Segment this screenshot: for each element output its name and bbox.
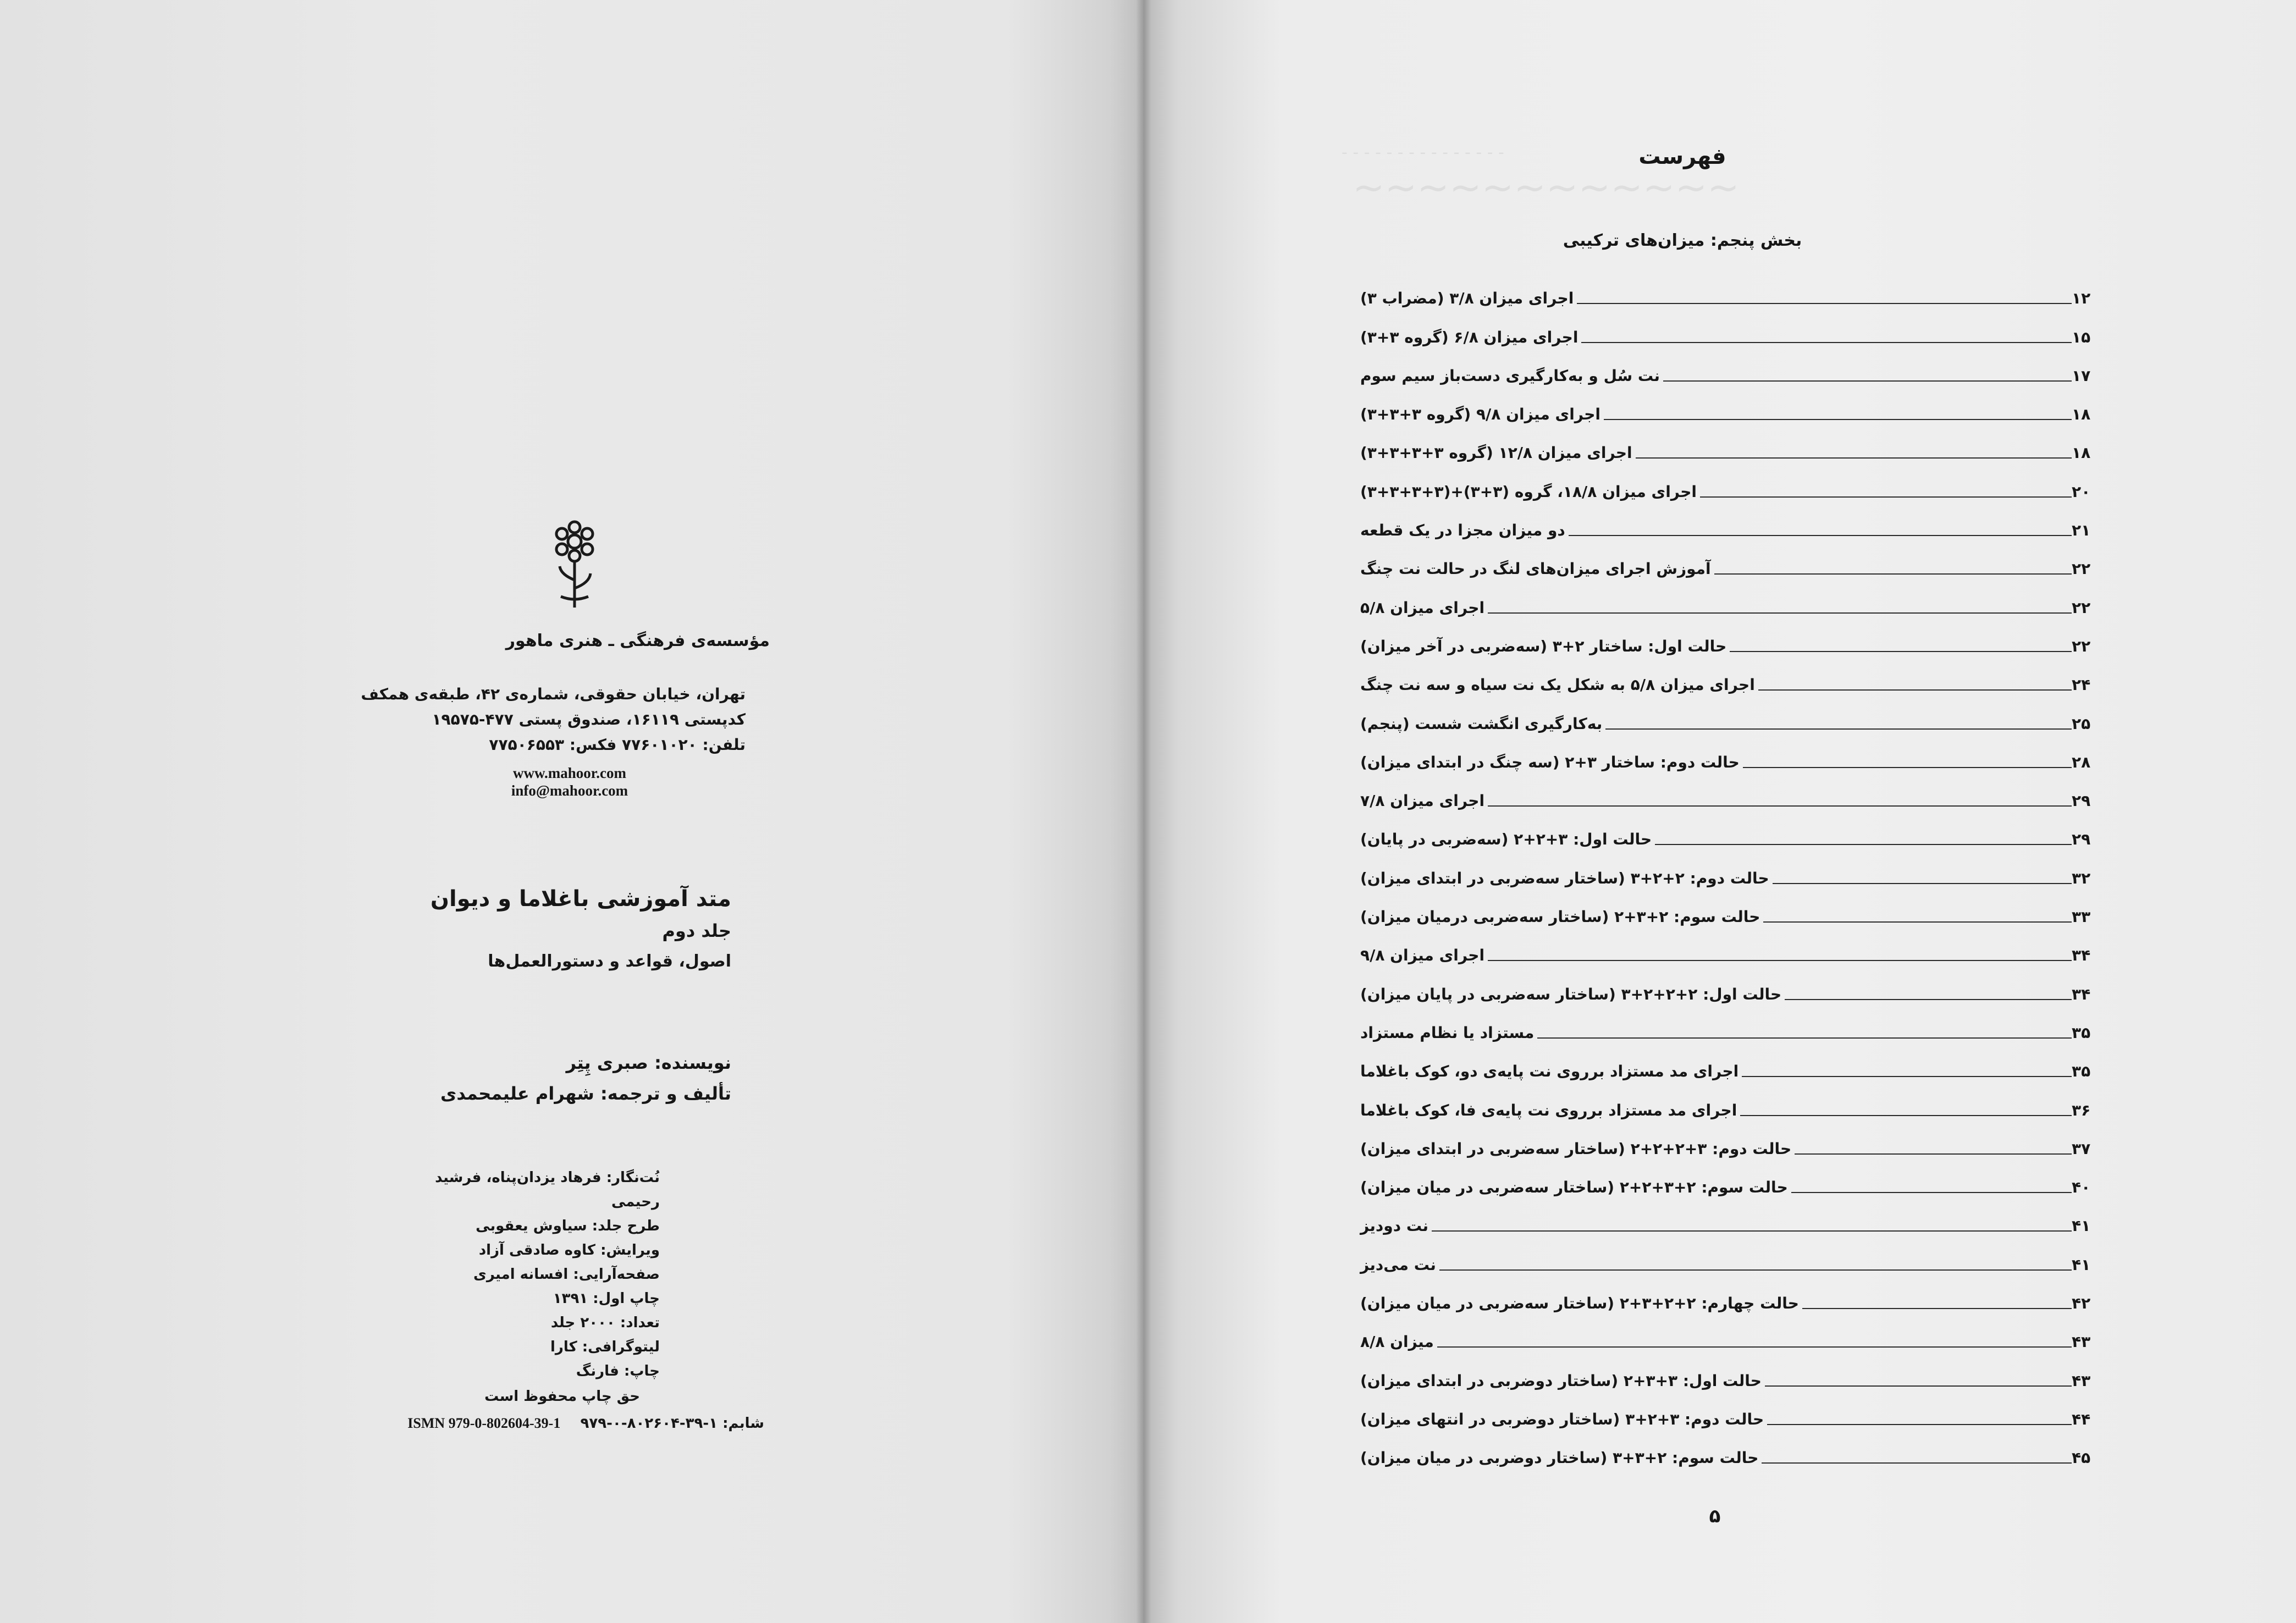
toc-leader-line (1791, 1192, 2072, 1193)
toc-leader-line (1802, 1308, 2072, 1309)
toc-entry-label: مستزاد یا نظام مستزاد (1360, 1023, 1535, 1042)
toc-entry-page: ۳۷ (2072, 1139, 2091, 1158)
toc-entry-label: حالت سوم: ۲+۳+۲+۲ (ساختار سه‌ضربی در میان میزان) (1360, 1178, 1788, 1197)
staff-line: نُت‌نگار: فرهاد یزدان‌پناه، فرشید رحیمی (435, 1169, 660, 1210)
publisher-name: مؤسسه‌ی فرهنگی ـ هنری ماهور (505, 631, 770, 650)
address-line: تلفن: ۷۷۶۰۱۰۲۰ فکس: ۷۷۵۰۶۵۵۳ (489, 736, 746, 754)
book-title-block (352, 882, 731, 977)
toc-entry[interactable] (1358, 1433, 2100, 1471)
toc-entry[interactable] (1358, 776, 2100, 814)
toc-entry[interactable] (1358, 698, 2100, 737)
toc-entry-label: حالت اول: ۳+۳+۲ (ساختار دوضربی در ابتدای میزان) (1360, 1371, 1762, 1390)
toc-entry[interactable] (1358, 273, 2100, 312)
toc-entry[interactable] (1358, 969, 2100, 1007)
toc-entry-label: اجرای میزان ۳/۸ (مضراب ۳) (1360, 289, 1574, 308)
toc-entry[interactable] (1358, 892, 2100, 930)
toc-entry-page: ۱۸ (2072, 405, 2091, 424)
toc-entry[interactable] (1358, 1394, 2100, 1433)
toc-entry-page: ۴۲ (2072, 1294, 2091, 1313)
toc-leader-line (1537, 1037, 2072, 1039)
bleed-through-text: - - - - - - - - - - - - - - - (1342, 143, 1504, 162)
toc-entry[interactable] (1358, 544, 2100, 582)
toc-leader-line (1577, 303, 2072, 304)
toc-entry-label: اجرای میزان ۷/۸ (1360, 792, 1485, 810)
toc-leader-line (1758, 689, 2072, 691)
toc-entry-label: آموزش اجرای میزان‌های لنگ در حالت نت چنگ (1360, 560, 1711, 578)
book-volume: جلد دوم (662, 920, 731, 941)
toc-leader-line (1714, 573, 2072, 575)
toc-entry-page: ۳۳ (2072, 908, 2091, 926)
toc-leader-line (1767, 1424, 2072, 1425)
toc-entry[interactable] (1358, 582, 2100, 621)
staff-line: ویرایش: کاوه صادقی آزاد (478, 1242, 660, 1258)
toc-leader-line (1743, 767, 2072, 768)
toc-entry-label: نت می‌دیز (1360, 1255, 1436, 1274)
toc-entry-page: ۲۹ (2072, 792, 2091, 810)
toc-entry[interactable] (1358, 389, 2100, 428)
toc-entry-page: ۱۷ (2072, 366, 2091, 385)
book-credits (352, 1047, 731, 1109)
toc-leader-line (1762, 1462, 2072, 1464)
toc-entry-page: ۲۸ (2072, 753, 2091, 771)
toc-entry-page: ۴۴ (2072, 1410, 2091, 1428)
toc-entry-page: ۱۲ (2072, 289, 2091, 308)
toc-entry[interactable] (1358, 853, 2100, 891)
toc-entry-page: ۱۵ (2072, 328, 2091, 346)
toc-title: فهرست (1638, 144, 1726, 169)
toc-leader-line (1795, 1153, 2072, 1155)
toc-entry-label: اجرای میزان ۱۲/۸ (گروه ۳+۳+۳+۳) (1360, 444, 1632, 462)
production-staff (385, 1166, 660, 1383)
toc-entry-page: ۲۹ (2072, 830, 2091, 849)
staff-line: لیتوگرافی: کارا (550, 1339, 660, 1355)
toc-entry-page: ۲۴ (2072, 676, 2091, 694)
toc-entry[interactable] (1358, 1046, 2100, 1085)
toc-entry[interactable] (1358, 1124, 2100, 1162)
isbn-line (379, 1415, 764, 1432)
table-of-contents (1358, 273, 2100, 1471)
toc-leader-line (1437, 1346, 2072, 1348)
toc-entry-page: ۲۲ (2072, 560, 2091, 578)
toc-entry[interactable] (1358, 428, 2100, 466)
toc-entry-label: اجرای میزان ۹/۸ (گروه ۳+۳+۳) (1360, 405, 1600, 424)
toc-entry-page: ۳۴ (2072, 946, 2091, 965)
toc-entry-label: حالت سوم: ۲+۳+۳ (ساختار دوضربی در میان میزان) (1360, 1449, 1759, 1467)
ismn: ISMN 979-0-802604-39-1 (407, 1415, 561, 1431)
toc-leader-line (1488, 805, 2072, 807)
toc-entry[interactable] (1358, 1162, 2100, 1201)
toc-leader-line (1488, 612, 2072, 614)
mahoor-flower-logo-icon (550, 520, 599, 613)
toc-entry[interactable] (1358, 621, 2100, 660)
toc-leader-line (1439, 1269, 2072, 1271)
toc-entry-label: اجرای میزان ۹/۸ (1360, 946, 1485, 965)
toc-entry-label: به‌کارگیری انگشت شست (پنجم) (1360, 714, 1603, 733)
publisher-address (361, 682, 746, 758)
toc-entry[interactable] (1358, 1201, 2100, 1239)
toc-entry-page: ۴۰ (2072, 1178, 2091, 1197)
email-link[interactable]: info@mahoor.com (511, 782, 628, 799)
toc-entry[interactable] (1358, 737, 2100, 776)
toc-entry-page: ۳۶ (2072, 1101, 2091, 1119)
toc-entry-label: حالت اول: ۲+۲+۲+۳ (ساختار سه‌ضربی در پایان میزان) (1360, 985, 1782, 1003)
toc-entry-label: اجرای میزان ۱۸/۸، گروه (۳+۳)+(۳+۳+۳+۳) (1360, 482, 1697, 501)
toc-entry-page: ۴۱ (2072, 1255, 2091, 1274)
toc-entry-page: ۴۳ (2072, 1371, 2091, 1390)
toc-entry-page: ۴۳ (2072, 1333, 2091, 1351)
isbn-fa: شابم: ۱-۳۹-۸۰۲۶۰۴-۰-۹۷۹ (580, 1415, 764, 1432)
address-line: کدپستی ۱۶۱۱۹، صندوق پستی ۴۷۷-۱۹۵۷۵ (432, 710, 746, 728)
toc-entry-page: ۲۱ (2072, 521, 2091, 540)
book-title: متد آموزشی باغلاما و دیوان (430, 886, 731, 912)
toc-entry[interactable] (1358, 660, 2100, 698)
toc-leader-line (1763, 921, 2072, 923)
toc-entry[interactable] (1358, 312, 2100, 350)
author-credit: نویسنده: صبری پِتِر (566, 1052, 731, 1073)
toc-entry-page: ۲۰ (2072, 482, 2091, 501)
toc-entry-label: دو میزان مجزا در یک قطعه (1360, 521, 1565, 540)
toc-entry[interactable] (1358, 1008, 2100, 1046)
toc-leader-line (1432, 1230, 2072, 1232)
toc-entry[interactable] (1358, 1239, 2100, 1278)
copyright-notice: حق چاپ محفوظ است (484, 1388, 640, 1405)
toc-entry-page: ۳۵ (2072, 1023, 2091, 1042)
toc-entry-label: اجرای میزان ۶/۸ (گروه ۳+۳) (1360, 328, 1578, 346)
toc-leader-line (1730, 651, 2072, 652)
section-title: بخش پنجم: میزان‌های ترکیبی (1563, 231, 1802, 250)
toc-entry-page: ۲۲ (2072, 598, 2091, 617)
address-line: تهران، خیابان حقوقی، شماره‌ی ۴۲، طبقه‌ی همکف (361, 685, 746, 703)
toc-entry-label: اجرای مد مستزاد برروی نت پایه‌ی دو، کوک باغلاما (1360, 1062, 1739, 1081)
toc-leader-line (1569, 535, 2072, 536)
page-number: ۵ (1709, 1505, 1721, 1527)
toc-leader-line (1740, 1115, 2072, 1116)
toc-entry-label: نت دودیز (1360, 1217, 1428, 1235)
publisher-web (495, 764, 644, 799)
toc-entry[interactable] (1358, 505, 2100, 544)
toc-entry-label: حالت دوم: ۳+۲+۳ (ساختار دوضربی در انتهای میزان) (1360, 1410, 1764, 1428)
toc-entry-page: ۳۵ (2072, 1062, 2091, 1081)
toc-entry-label: اجرای میزان ۵/۸ به شکل یک نت سیاه و سه نت چنگ (1360, 676, 1755, 694)
toc-entry-page: ۴۱ (2072, 1217, 2091, 1235)
toc-leader-line (1785, 999, 2072, 1000)
toc-leader-line (1604, 419, 2072, 420)
bleed-through-text: ~~~~~~~~~~~~ (1353, 165, 1740, 210)
toc-leader-line (1605, 728, 2072, 730)
toc-entry[interactable] (1358, 930, 2100, 969)
toc-leader-line (1773, 883, 2072, 884)
staff-line: چاپ اول: ۱۳۹۱ (553, 1290, 660, 1307)
toc-entry-label: حالت دوم: ۳+۲+۲+۲ (ساختار سه‌ضربی در ابتدای میزان) (1360, 1139, 1792, 1158)
toc-leader-line (1655, 844, 2072, 845)
staff-line: صفحه‌آرایی: افسانه امیری (473, 1266, 660, 1283)
toc-entry-page: ۴۵ (2072, 1449, 2091, 1467)
toc-entry-label: حالت چهارم: ۲+۲+۳+۲ (ساختار سه‌ضربی در میان میزان) (1360, 1294, 1799, 1313)
toc-entry-label: حالت اول: ۳+۲+۲ (سه‌ضربی در پایان) (1360, 830, 1652, 849)
toc-entry-label: نت سُل و به‌کارگیری دست‌باز سیم سوم (1360, 366, 1660, 385)
toc-leader-line (1488, 960, 2072, 961)
toc-entry[interactable] (1358, 351, 2100, 389)
toc-entry-page: ۳۴ (2072, 985, 2091, 1003)
toc-entry[interactable] (1358, 1278, 2100, 1317)
toc-leader-line (1700, 496, 2072, 498)
staff-line: طرح جلد: سیاوش یعقوبی (476, 1218, 660, 1234)
toc-entry-label: حالت اول: ساختار ۲+۳ (سه‌ضربی در آخر میزان) (1360, 637, 1727, 655)
toc-leader-line (1636, 457, 2072, 459)
toc-entry[interactable] (1358, 466, 2100, 505)
toc-entry-label: حالت دوم: ساختار ۳+۲ (سه چنگ در ابتدای میزان) (1360, 753, 1740, 771)
toc-entry-label: اجرای مد مستزاد برروی نت پایه‌ی فا، کوک باغلاما (1360, 1101, 1737, 1119)
toc-entry[interactable] (1358, 1317, 2100, 1355)
toc-entry-label: حالت دوم: ۲+۲+۳ (ساختار سه‌ضربی در ابتدای میزان) (1360, 869, 1769, 887)
toc-leader-line (1663, 380, 2072, 382)
toc-leader-line (1581, 342, 2072, 343)
staff-line: تعداد: ۲۰۰۰ جلد (550, 1315, 660, 1331)
toc-entry-label: اجرای میزان ۵/۸ (1360, 598, 1485, 617)
toc-leader-line (1742, 1076, 2072, 1077)
website-link[interactable]: www.mahoor.com (513, 765, 626, 781)
toc-entry-label: حالت سوم: ۲+۳+۲ (ساختار سه‌ضربی درمیان میزان) (1360, 908, 1760, 926)
toc-entry-page: ۲۲ (2072, 637, 2091, 655)
translator-credit: تألیف و ترجمه: شهرام علیمحمدی (440, 1083, 731, 1104)
book-gutter (1136, 0, 1151, 1623)
staff-line: چاپ: فارنگ (576, 1363, 660, 1379)
toc-entry-page: ۳۲ (2072, 869, 2091, 887)
toc-entry[interactable] (1358, 1085, 2100, 1123)
toc-entry[interactable] (1358, 814, 2100, 853)
toc-leader-line (1765, 1385, 2072, 1387)
toc-entry-label: میزان ۸/۸ (1360, 1333, 1434, 1351)
toc-entry[interactable] (1358, 1355, 2100, 1394)
toc-entry-page: ۱۸ (2072, 444, 2091, 462)
left-page (0, 0, 1144, 1623)
toc-entry-page: ۲۵ (2072, 714, 2091, 733)
book-subtitle: اصول، قواعد و دستورالعمل‌ها (488, 952, 731, 971)
